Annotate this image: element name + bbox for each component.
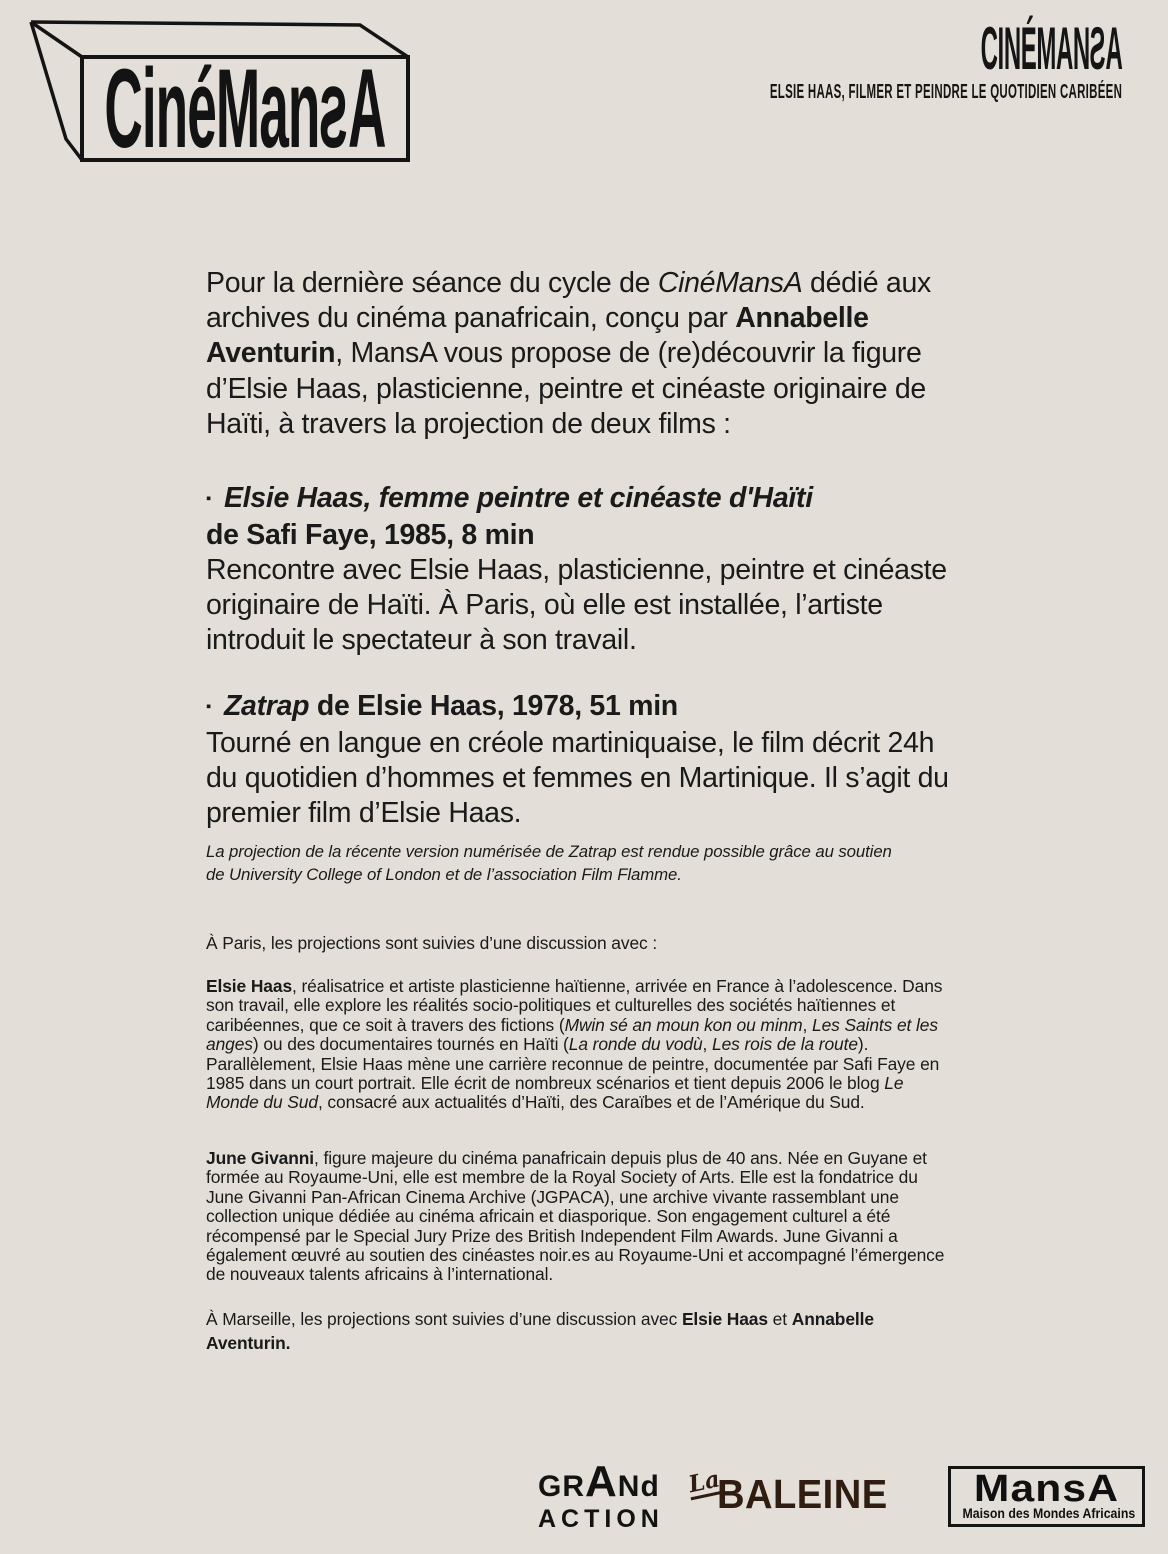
film-2-title-line <box>206 689 964 726</box>
logo-text-start: CinéMan <box>104 45 320 171</box>
june-givanni-bio <box>206 1149 948 1285</box>
bullet-icon: ▪ <box>206 699 211 716</box>
bio-text: , <box>802 1014 813 1035</box>
film-2-description: Tourné en langue en créole martiniquaise, le film décrit 24h du quotidien d’hommes et femmes en Martinique. Il s’agit du premier film d’Elsie Haas. <box>206 726 949 830</box>
intro-text: dédié aux archives du cinéma panafricain, conçu par <box>206 267 931 335</box>
la-baleine-logo <box>686 1465 931 1517</box>
intro-paragraph <box>206 266 964 442</box>
bio-text: ) ou des documentaires tournés en Haïti ( <box>252 1034 569 1055</box>
film-title-italic: Les rois de la route <box>712 1034 858 1055</box>
intro-text: Pour la dernière séance du cycle de <box>206 267 658 299</box>
subtitle-text: ELSIE HAAS, FILMER ET PEINDRE LE QUOTIDIEN CARIBÉEN <box>769 80 1122 103</box>
bio-text: , figure majeure du cinéma panafricain depuis plus de 40 ans. Née en Guyane et formée au Royaume-Uni, elle est membre de la Royal Society of Arts. Elle est la fondatrice du June Givanni Pan-African Cinema Archive (JGPACA), une archive vivante rassemblant une collection unique dédiée au cinéma africain et diasporique. Son engagement culturel a été récompensé par le Special Jury Prize des British Independent Film Awards. June Givanni a également œuvré au soutien des cinéastes noir.es au Royaume-Uni et accompagné l’émergence de nouveaux talents africains à l’international. <box>206 1148 945 1285</box>
annabelle-aventurin-name: Annabelle Aventurin. <box>206 1309 874 1353</box>
elsie-haas-name: Elsie Haas <box>681 1309 768 1329</box>
title-text-start: CINÉMAN <box>980 15 1090 82</box>
marseille-text: À Marseille, les projections sont suivies d’une discussion avec <box>206 1309 682 1329</box>
paris-discussion-intro: À Paris, les projections sont suivies d’une discussion avec : <box>206 933 658 953</box>
page-subtitle <box>493 81 1122 104</box>
cycle-name: CinéMansA <box>657 267 803 299</box>
film-1-title-line <box>206 481 964 518</box>
film-1-credit: de Safi Faye, 1985, 8 min <box>206 518 535 551</box>
title-text-end: A <box>1105 15 1122 82</box>
blog-title-italic: Le Monde du Sud <box>206 1073 904 1113</box>
logo-text: GR <box>538 1470 585 1503</box>
grand-action-line1 <box>538 1457 664 1508</box>
bullet-icon: ▪ <box>206 491 211 508</box>
bio-text: ). Parallèlement, Elsie Haas mène une carrière reconnue de peintre, documentée par Safi Faye en 1985 dans un court portrait. Elle écrit de nombreux scénarios et tient depuis 2006 le blog <box>206 1034 940 1094</box>
intro-text: , MansA vous propose de (re)découvrir la figure d’Elsie Haas, plasticienne, peintre et cinéaste originaire de Haïti, à travers la projection de deux films : <box>206 337 926 440</box>
film-2-title: Zatrap <box>223 690 310 722</box>
film-1 <box>206 481 964 658</box>
curator-name: Annabelle Aventurin <box>206 302 869 370</box>
bio-text: , réalisatrice et artiste plasticienne haïtienne, arrivée en France à l’adolescence. Dans son travail, elle explore les réalités socio-politiques et culturelles des sociétés haïtiennes et caribéennes, que ce soit à travers des fictions ( <box>206 976 943 1035</box>
film-2-credit: de Elsie Haas, 1978, 51 min <box>309 690 678 722</box>
la-script: La <box>686 1467 726 1501</box>
baleine-wordmark: BALEINE <box>717 1471 888 1517</box>
title-mirrored-s: S <box>1089 15 1106 82</box>
logo-mirrored-s: s <box>319 45 349 171</box>
film-title-italic: Les Saints et les anges <box>206 1014 938 1055</box>
grand-action-logo <box>538 1457 664 1533</box>
mansa-logo <box>948 1466 1145 1527</box>
june-givanni-name: June Givanni <box>206 1148 315 1168</box>
film-2 <box>206 689 964 831</box>
marseille-discussion <box>206 1307 948 1355</box>
logo-text: A <box>585 1457 618 1506</box>
film-title-italic: Mwin sé an moun kon ou minm <box>564 1014 803 1035</box>
cinemansa-logo <box>28 18 412 171</box>
film-1-title: Elsie Haas, femme peintre et cinéaste d'Haïti <box>223 482 813 514</box>
mansa-wordmark: MansA <box>973 1468 1120 1510</box>
page-title <box>768 17 1122 80</box>
logo-front-face <box>82 45 408 171</box>
bio-text: , consacré aux actualités d’Haïti, des Caraïbes et de l’Amérique du Sud. <box>317 1092 865 1113</box>
mansa-tagline: Maison des Mondes Africains <box>962 1505 1136 1521</box>
bio-text: , <box>702 1034 713 1055</box>
elsie-haas-bio <box>206 977 948 1113</box>
grand-action-line2: ACTION <box>538 1505 664 1533</box>
logo-text: Nd <box>617 1470 660 1503</box>
film-title-italic: La ronde du vodù <box>568 1034 703 1055</box>
marseille-text: et <box>767 1309 792 1329</box>
film-1-description: Rencontre avec Elsie Haas, plasticienne, peintre et cinéaste originaire de Haïti. À Paris, où elle est installée, l’artiste introduit le spectateur à son travail. <box>206 553 947 657</box>
digitization-note: La projection de la récente version numérisée de Zatrap est rendue possible grâce au soutien de University College of London et de l’association Film Flamme. <box>206 842 892 884</box>
logo-wordmark <box>104 45 386 171</box>
logo-text-end: A <box>348 45 386 171</box>
elsie-haas-name: Elsie Haas <box>206 976 293 996</box>
